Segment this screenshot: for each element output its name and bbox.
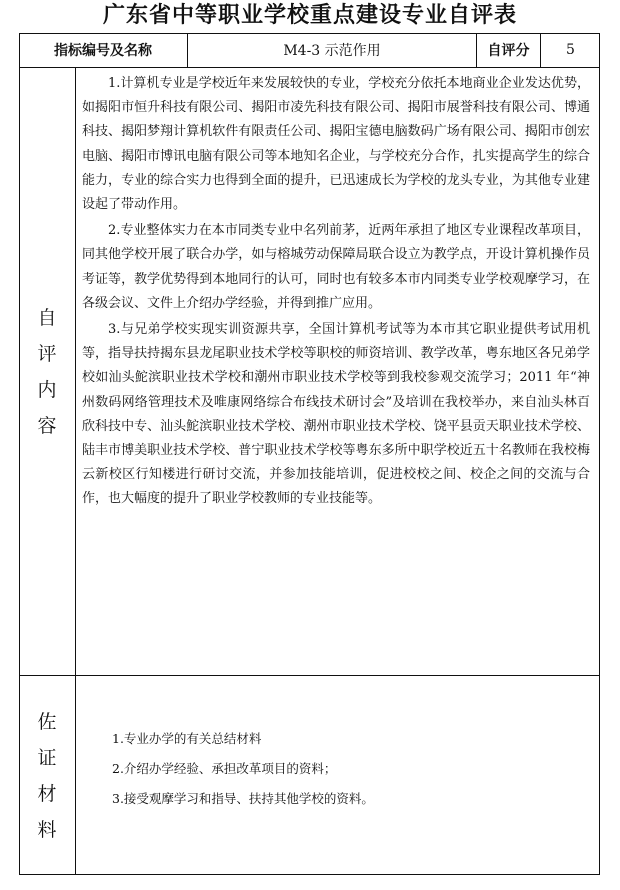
score-value: 5 bbox=[566, 42, 575, 58]
evidence-item: 3.接受观摩学习和指导、扶持其他学校的资料。 bbox=[112, 791, 374, 806]
evidence-item: 1.专业办学的有关总结材料 bbox=[112, 731, 262, 746]
self-eval-label bbox=[19, 68, 75, 675]
self-eval-paragraph-3: 3.与兄弟学校实现实训资源共享，全国计算机考试等为本市其它职业提供考试用机等，指导扶持揭东县龙尾职业技术学校等职校的师资培训、教学改革，粤东地区各兄弟学校如汕头鮀滨职业技术学校和潮州市职业技术学校等到我校参观交流学习；2011 年“神州数码网络管理技术及唯康网络综合布线技术研讨会”及培训在我校举办，来自汕头林百欣科技中专、汕头鮀滨职业技术学校、潮州市职业技术学校、饶平县贡天职业技术学校、陆丰市博美职业技术学校、普宁职业技术学校等粤东多所中职学校近五十名教师在我校梅云新校区行知楼进行研讨交流，并参加技能培训，促进校校之间、校企之间的交流与合作，也大幅度的提升了职业学校教师的专业技能等。 bbox=[82, 322, 590, 507]
label-column-divider bbox=[75, 67, 76, 875]
form-title: 广东省中等职业学校重点建设专业自评表 bbox=[102, 3, 517, 28]
score-label: 自评分 bbox=[487, 43, 530, 59]
evidence-list bbox=[112, 724, 572, 814]
self-eval-content bbox=[82, 72, 590, 514]
self-eval-label-char: 容 bbox=[37, 414, 57, 437]
section-divider bbox=[19, 675, 600, 676]
self-eval-paragraph-2: 2.专业整体实力在本市同类专业中名列前茅，近两年承担了地区专业课程改革项目，同其他学校开展了联合办学，如与榕城劳动保障局联合设立为教学点，开设计算机操作员考证等，教学优势得到本地同行的认可，同时也有较多本市内同类专业学校观摩学习，在各级会议、文件上介绍办学经验，并得到推广应用。 bbox=[82, 223, 590, 311]
self-eval-label-char: 自 bbox=[37, 306, 57, 329]
index-value: M4-3 示范作用 bbox=[283, 43, 381, 59]
header-divider bbox=[19, 67, 600, 68]
self-eval-paragraph-1: 1.计算机专业是学校近年来发展较快的专业，学校充分依托本地商业企业发达优势，如揭阳市恒升科技有限公司、揭阳市凌先科技有限公司、揭阳市展誉科技有限公司、博通科技、揭阳梦翔计算机软件有限责任公司、揭阳宝德电脑数码广场有限公司、揭阳市创宏电脑、揭阳市博讯电脑有限公司等本地知名企业，与学校充分合作，扎实提高学生的综合能力，专业的综合实力也得到全面的提升，已迅速成长为学校的龙头专业，为其他专业建设起了带动作用。 bbox=[82, 76, 590, 213]
index-label: 指标编号及名称 bbox=[54, 43, 152, 59]
self-eval-label-char: 内 bbox=[37, 378, 57, 401]
evidence-label-char: 证 bbox=[37, 746, 57, 769]
evidence-label-char: 佐 bbox=[37, 710, 57, 733]
evidence-item: 2.介绍办学经验、承担改革项目的资料； bbox=[112, 761, 337, 776]
self-eval-label-char: 评 bbox=[37, 342, 57, 365]
evidence-label bbox=[19, 676, 75, 875]
evidence-label-char: 材 bbox=[37, 782, 57, 805]
evidence-label-char: 料 bbox=[37, 818, 57, 841]
